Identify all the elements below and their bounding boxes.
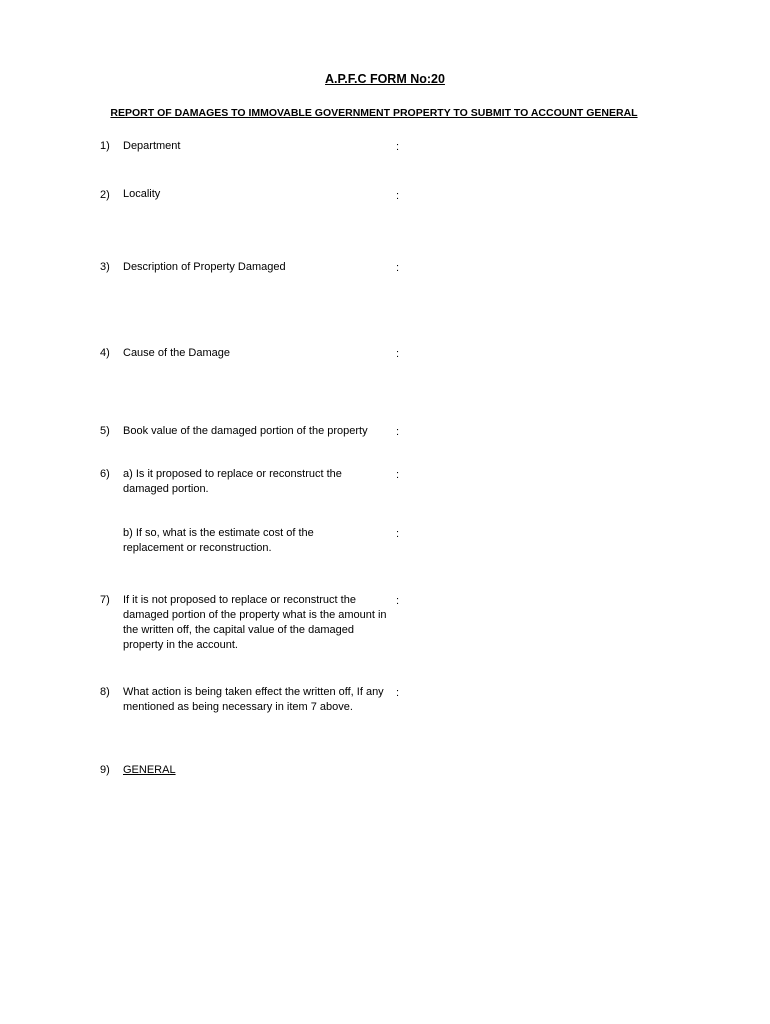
- item-number-6: 6): [100, 468, 110, 480]
- item-label-written-off-amount: If it is not proposed to replace or reconstruct the damaged portion of the property what is the amount in the written off, the capital value of the damaged property in the account.: [123, 594, 387, 651]
- item-number-8: 8): [100, 686, 110, 698]
- item-separator-8: :: [396, 687, 400, 699]
- item-label-description: Description of Property Damaged: [123, 261, 286, 273]
- item-separator-3: :: [396, 262, 400, 274]
- item-label-estimate-cost: b) If so, what is the estimate cost of the replacement or reconstruction.: [123, 527, 314, 554]
- item-number-4: 4): [100, 347, 110, 359]
- item-separator-6a: :: [396, 469, 400, 481]
- item-separator-2: :: [396, 190, 400, 202]
- form-title: A.P.F.C FORM No:20: [325, 72, 445, 86]
- item-label-department: Department: [123, 140, 181, 152]
- item-label-locality: Locality: [123, 188, 161, 200]
- item-label-cause: Cause of the Damage: [123, 347, 231, 359]
- item-label-replace-proposal: a) Is it proposed to replace or reconstruct the damaged portion.: [123, 468, 342, 495]
- item-number-7: 7): [100, 594, 110, 606]
- item-number-1: 1): [100, 140, 110, 152]
- item-number-3: 3): [100, 261, 110, 273]
- item-label-book-value: Book value of the damaged portion of the property: [123, 425, 368, 437]
- item-label-general: GENERAL: [123, 764, 176, 776]
- item-separator-5: :: [396, 426, 400, 438]
- item-separator-7: :: [396, 595, 400, 607]
- item-number-5: 5): [100, 425, 110, 437]
- item-separator-1: :: [396, 141, 400, 153]
- form-subtitle: REPORT OF DAMAGES TO IMMOVABLE GOVERNMENT PROPERTY TO SUBMIT TO ACCOUNT GENERAL: [110, 107, 638, 119]
- item-number-2: 2): [100, 189, 110, 201]
- item-separator-6b: :: [396, 528, 400, 540]
- item-separator-4: :: [396, 348, 400, 360]
- item-number-9: 9): [100, 764, 110, 776]
- item-label-action-taken: What action is being taken effect the written off, If any mentioned as being necessary in item 7 above.: [123, 686, 384, 713]
